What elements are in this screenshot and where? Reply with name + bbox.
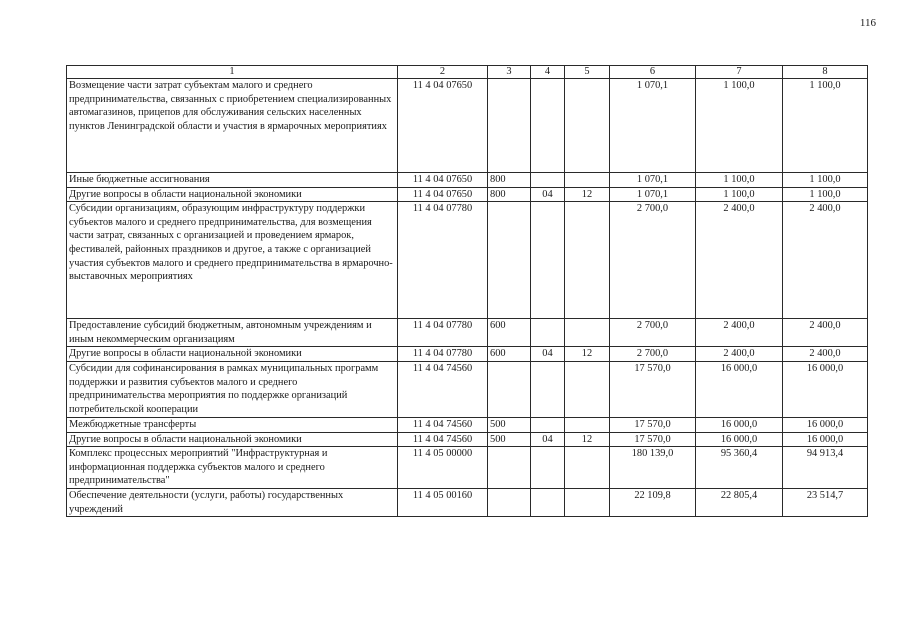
row-value-7: 16 000,0 — [696, 361, 783, 417]
row-value-6: 22 109,8 — [610, 489, 696, 517]
table-row — [67, 347, 868, 362]
header-cell: 5 — [565, 66, 610, 79]
row-code: 11 4 04 74560 — [398, 417, 488, 432]
row-col3: 500 — [488, 432, 531, 447]
row-value-8: 2 400,0 — [783, 319, 868, 347]
row-col5: 12 — [565, 432, 610, 447]
header-cell: 3 — [488, 66, 531, 79]
row-name: Другие вопросы в области национальной экономики — [67, 187, 398, 202]
row-value-6: 180 139,0 — [610, 447, 696, 489]
row-value-6: 17 570,0 — [610, 432, 696, 447]
row-value-7: 22 805,4 — [696, 489, 783, 517]
table-row — [67, 432, 868, 447]
row-value-7: 1 100,0 — [696, 79, 783, 173]
row-col4 — [531, 202, 565, 319]
row-col4 — [531, 319, 565, 347]
row-col3: 800 — [488, 187, 531, 202]
row-value-6: 2 700,0 — [610, 202, 696, 319]
row-col4 — [531, 417, 565, 432]
row-code: 11 4 04 07650 — [398, 187, 488, 202]
row-col3 — [488, 79, 531, 173]
table-row — [67, 173, 868, 188]
row-value-8: 1 100,0 — [783, 79, 868, 173]
row-value-8: 2 400,0 — [783, 347, 868, 362]
row-col3 — [488, 447, 531, 489]
table-row — [67, 319, 868, 347]
row-col3 — [488, 361, 531, 417]
row-col5 — [565, 79, 610, 173]
row-code: 11 4 04 07780 — [398, 319, 488, 347]
row-value-7: 95 360,4 — [696, 447, 783, 489]
row-value-6: 1 070,1 — [610, 79, 696, 173]
row-value-7: 2 400,0 — [696, 319, 783, 347]
header-cell: 6 — [610, 66, 696, 79]
row-value-7: 1 100,0 — [696, 173, 783, 188]
row-col5: 12 — [565, 347, 610, 362]
row-value-6: 17 570,0 — [610, 361, 696, 417]
budget-table — [66, 65, 868, 517]
header-cell: 8 — [783, 66, 868, 79]
row-col5 — [565, 173, 610, 188]
row-value-8: 16 000,0 — [783, 361, 868, 417]
row-col5 — [565, 202, 610, 319]
header-cell: 7 — [696, 66, 783, 79]
row-code: 11 4 05 00160 — [398, 489, 488, 517]
row-col5: 12 — [565, 187, 610, 202]
row-code: 11 4 04 07780 — [398, 347, 488, 362]
row-value-7: 1 100,0 — [696, 187, 783, 202]
row-col3: 500 — [488, 417, 531, 432]
row-col3 — [488, 202, 531, 319]
row-name: Возмещение части затрат субъектам малого и среднего предпринимательства, связанных с приобретением специализированных автомагазинов, прицепов для обслуживания сельских населенных пунктов Ленинградской области и участия в ярмарочных мероприятиях — [67, 79, 398, 173]
row-value-6: 17 570,0 — [610, 417, 696, 432]
row-col4 — [531, 79, 565, 173]
row-col4: 04 — [531, 432, 565, 447]
row-value-8: 1 100,0 — [783, 187, 868, 202]
row-col4 — [531, 361, 565, 417]
row-code: 11 4 04 07780 — [398, 202, 488, 319]
row-value-8: 94 913,4 — [783, 447, 868, 489]
table-row — [67, 202, 868, 319]
row-value-8: 2 400,0 — [783, 202, 868, 319]
row-value-7: 16 000,0 — [696, 432, 783, 447]
table-row — [67, 417, 868, 432]
row-value-6: 1 070,1 — [610, 173, 696, 188]
row-code: 11 4 04 74560 — [398, 361, 488, 417]
row-name: Субсидии организациям, образующим инфраструктуру поддержки субъектов малого и среднего предпринимательства, для возмещения части затрат, связанных с организацией и проведением ярмарок, фестивалей, районных праздников и другое, а также с организацией участия субъектов малого и среднего предпринимательства в ярмарочно-выставочных мероприятиях — [67, 202, 398, 319]
header-row — [67, 66, 868, 79]
header-cell: 2 — [398, 66, 488, 79]
row-col4: 04 — [531, 347, 565, 362]
row-name: Другие вопросы в области национальной экономики — [67, 432, 398, 447]
row-col5 — [565, 447, 610, 489]
row-value-7: 2 400,0 — [696, 202, 783, 319]
header-cell: 1 — [67, 66, 398, 79]
row-col5 — [565, 361, 610, 417]
row-code: 11 4 04 07650 — [398, 79, 488, 173]
row-col3: 600 — [488, 319, 531, 347]
row-value-7: 16 000,0 — [696, 417, 783, 432]
row-col4 — [531, 489, 565, 517]
row-col5 — [565, 319, 610, 347]
row-value-7: 2 400,0 — [696, 347, 783, 362]
table-row — [67, 489, 868, 517]
row-code: 11 4 04 07650 — [398, 173, 488, 188]
row-name: Обеспечение деятельности (услуги, работы) государственных учреждений — [67, 489, 398, 517]
row-value-8: 16 000,0 — [783, 432, 868, 447]
row-col5 — [565, 489, 610, 517]
table-row — [67, 187, 868, 202]
row-value-8: 16 000,0 — [783, 417, 868, 432]
row-col3: 800 — [488, 173, 531, 188]
row-col4 — [531, 447, 565, 489]
table-row — [67, 361, 868, 417]
row-name: Субсидии для софинансирования в рамках муниципальных программ поддержки и развития субъектов малого и среднего предпринимательства мероприятия по поддержке организаций потребительской кооперации — [67, 361, 398, 417]
row-name: Межбюджетные трансферты — [67, 417, 398, 432]
row-name: Комплекс процессных мероприятий "Инфраструктурная и информационная поддержка субъектов малого и среднего предпринимательства" — [67, 447, 398, 489]
row-value-8: 23 514,7 — [783, 489, 868, 517]
header-cell: 4 — [531, 66, 565, 79]
row-name: Другие вопросы в области национальной экономики — [67, 347, 398, 362]
row-col5 — [565, 417, 610, 432]
row-name: Иные бюджетные ассигнования — [67, 173, 398, 188]
row-value-6: 1 070,1 — [610, 187, 696, 202]
row-name: Предоставление субсидий бюджетным, автономным учреждениям и иным некоммерческим организациям — [67, 319, 398, 347]
page-number: 116 — [859, 17, 876, 29]
row-value-6: 2 700,0 — [610, 319, 696, 347]
row-col3: 600 — [488, 347, 531, 362]
row-code: 11 4 04 74560 — [398, 432, 488, 447]
row-value-6: 2 700,0 — [610, 347, 696, 362]
row-col4 — [531, 173, 565, 188]
table-row — [67, 79, 868, 173]
row-code: 11 4 05 00000 — [398, 447, 488, 489]
row-value-8: 1 100,0 — [783, 173, 868, 188]
row-col4: 04 — [531, 187, 565, 202]
row-col3 — [488, 489, 531, 517]
table-row — [67, 447, 868, 489]
